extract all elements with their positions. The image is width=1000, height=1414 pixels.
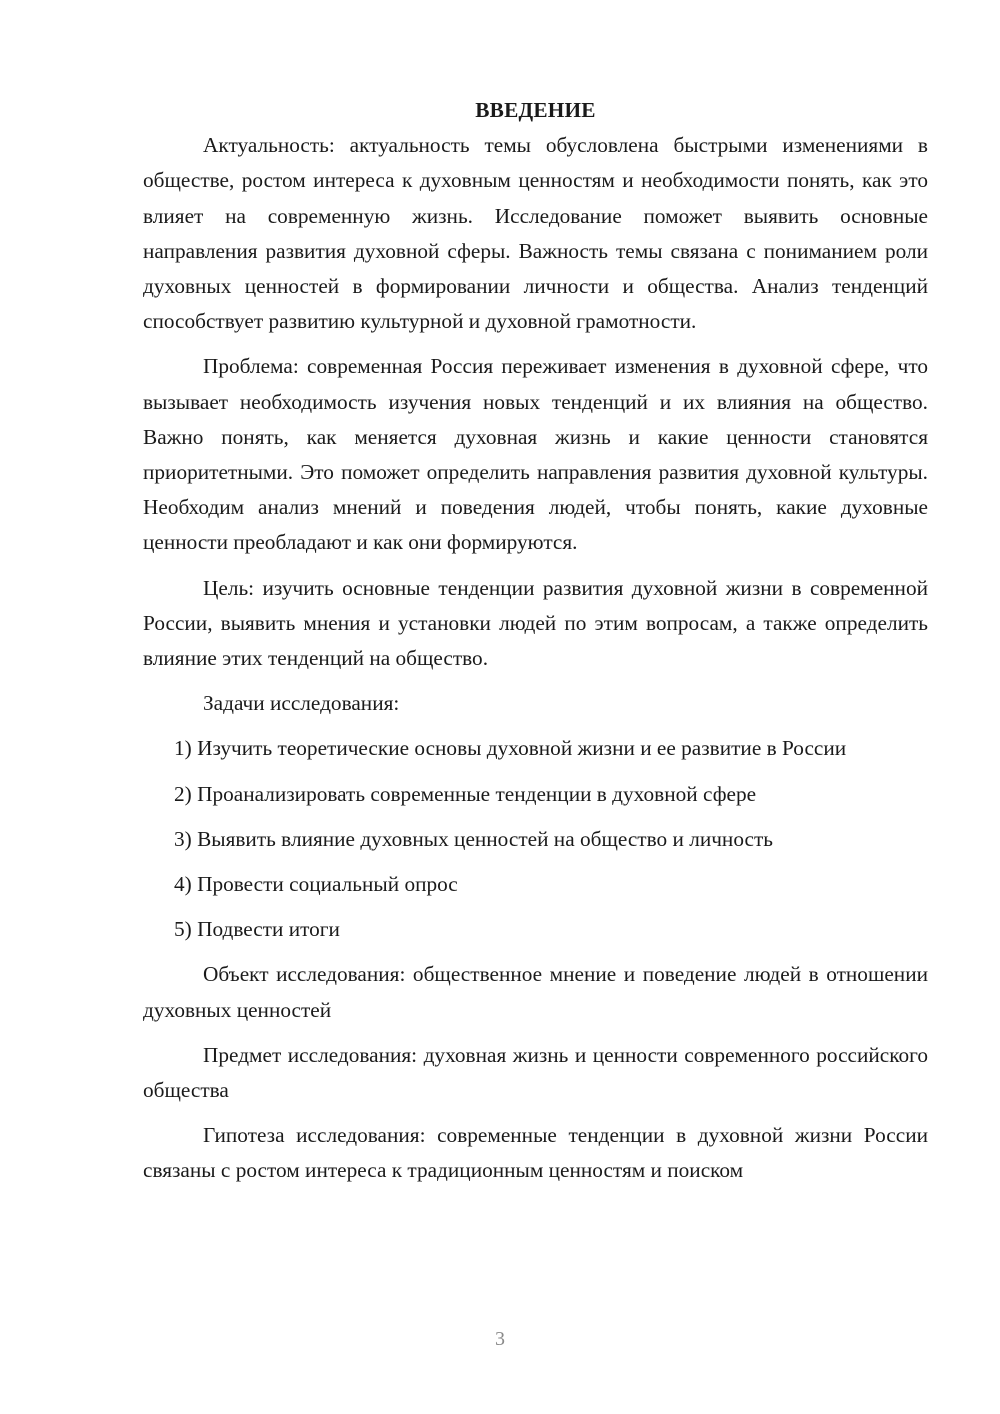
page-title: ВВЕДЕНИЕ bbox=[475, 98, 596, 122]
task-item: 4) Провести социальный опрос bbox=[174, 872, 458, 897]
object-paragraph: Объект исследования: общественное мнение и поведение людей в отношении духовных ценностей bbox=[143, 962, 928, 1022]
problem-paragraph: Проблема: современная Россия переживает изменения в духовной сфере, что вызывает необходимость изучения новых тенденций и их влияния на общество. Важно понять, как меняется духовная жизнь и какие ценности становятся приоритетными. Это поможет определить направления развития духовной культуры. Необходим анализ мнений и поведения людей, чтобы понять, какие духовные ценности преобладают и как они формируются. bbox=[143, 354, 928, 555]
relevance-paragraph: Актуальность: актуальность темы обусловлена быстрыми изменениями в обществе, ростом интереса к духовным ценностям и необходимости понять, как это влияет на современную жизнь. Исследование поможет выявить основные направления развития духовной сферы. Важность темы связана с пониманием роли духовных ценностей в формировании личности и общества. Анализ тенденций способствует развитию культурной и духовной грамотности. bbox=[143, 133, 928, 334]
task-item: 1) Изучить теоретические основы духовной жизни и ее развитие в России bbox=[174, 736, 847, 761]
goal-paragraph: Цель: изучить основные тенденции развития духовной жизни в современной России, выявить мнения и установки людей по этим вопросам, а также определить влияние этих тенденций на общество. bbox=[143, 575, 928, 671]
task-item: 3) Выявить влияние духовных ценностей на общество и личность bbox=[174, 826, 773, 851]
page-number: 3 bbox=[495, 1328, 505, 1350]
task-item: 5) Подвести итоги bbox=[174, 917, 340, 942]
page-content bbox=[143, 93, 928, 1189]
task-item: 2) Проанализировать современные тенденции в духовной сфере bbox=[174, 781, 757, 806]
hypothesis-paragraph: Гипотеза исследования: современные тенденции в духовной жизни России связаны с ростом интереса к традиционным ценностям и поиском bbox=[143, 1123, 928, 1183]
subject-paragraph: Предмет исследования: духовная жизнь и ценности современного российского общества bbox=[143, 1042, 928, 1103]
tasks-heading: Задачи исследования: bbox=[203, 691, 400, 716]
